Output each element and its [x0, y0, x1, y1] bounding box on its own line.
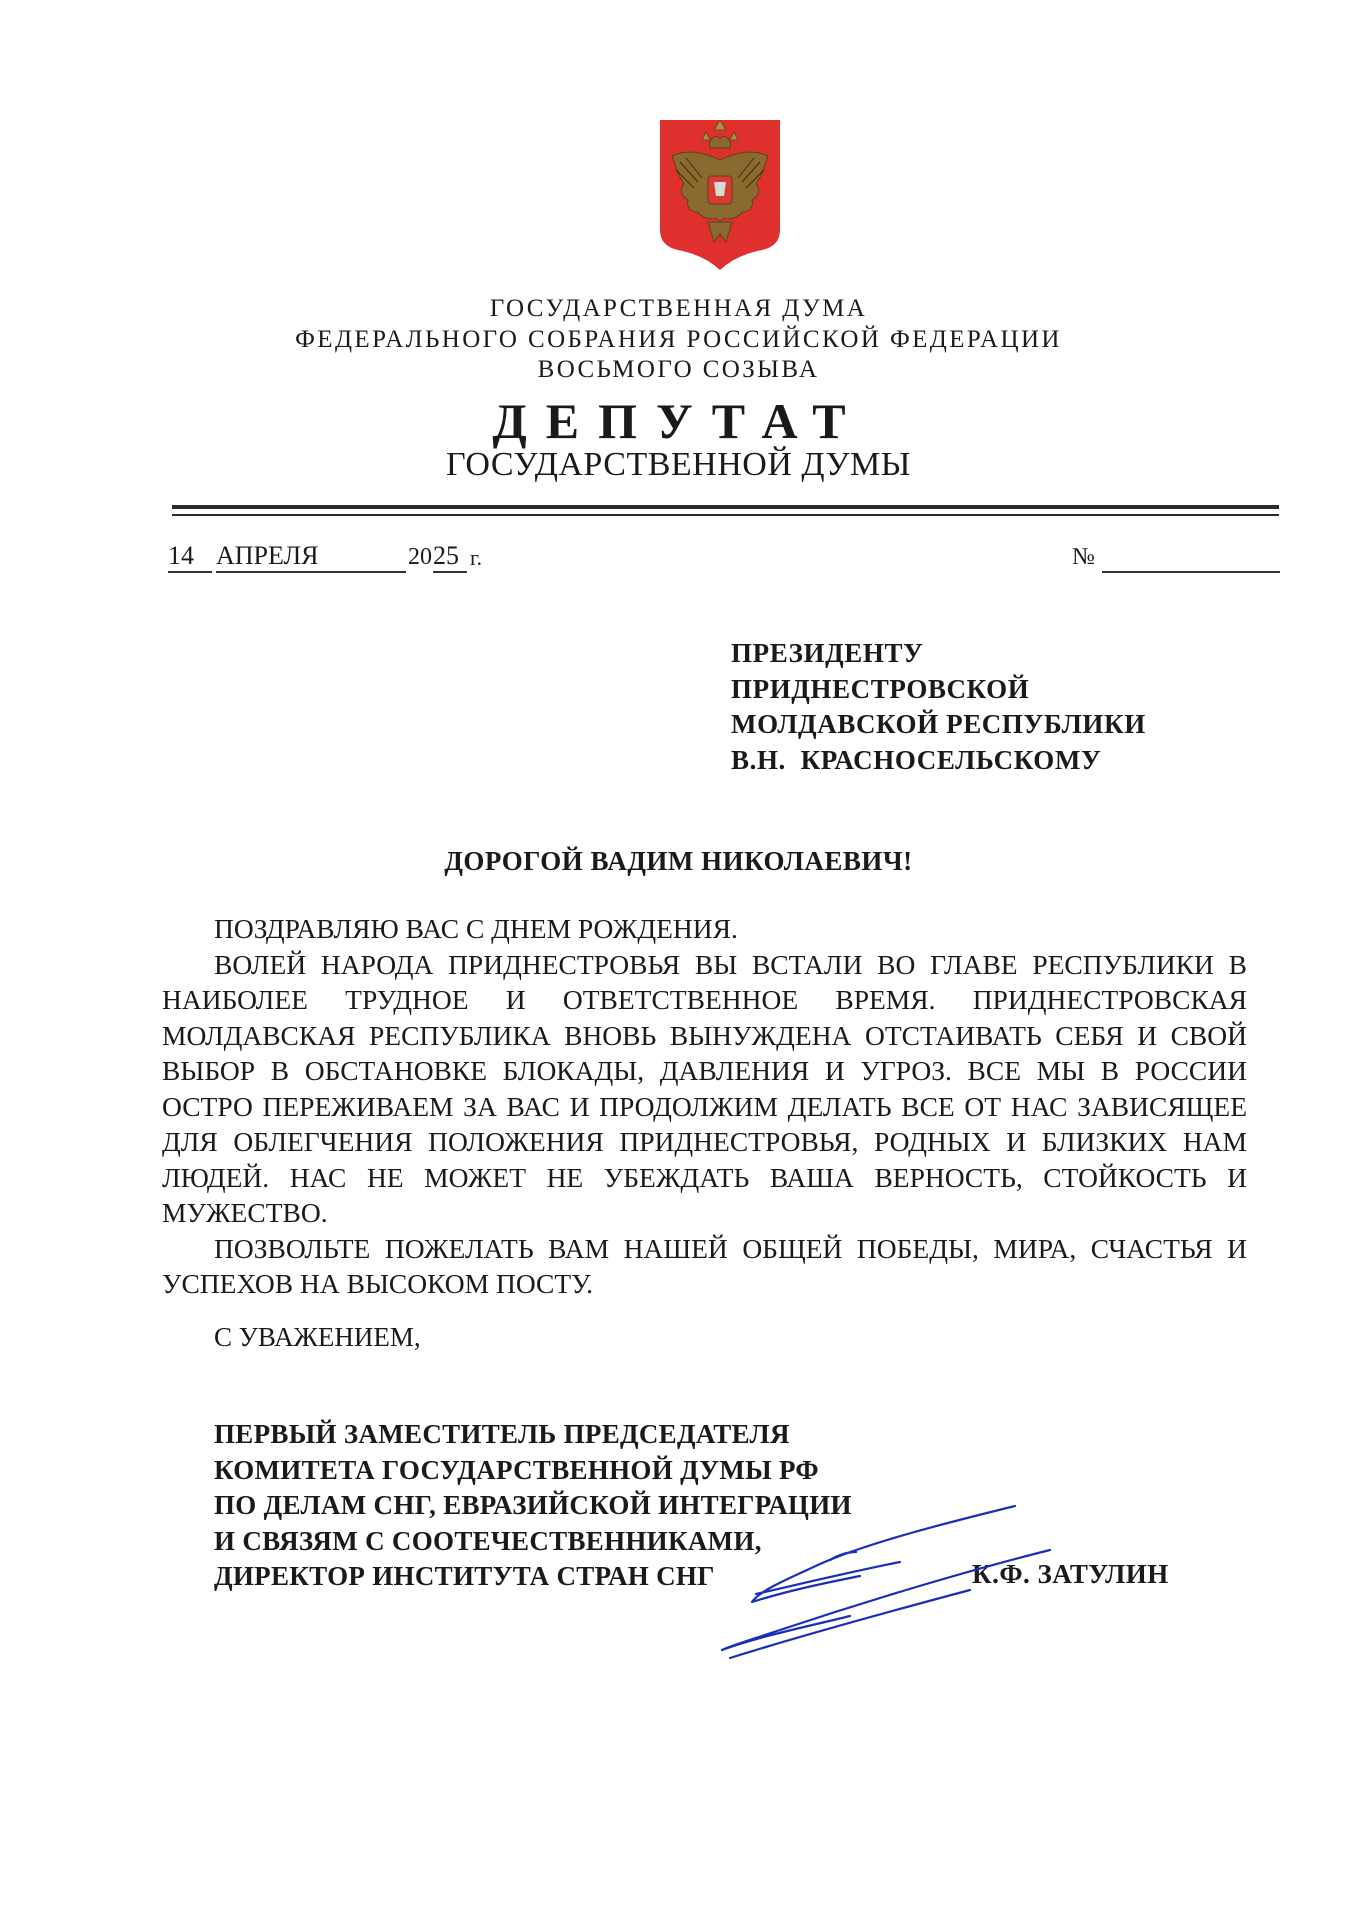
date-year-underline	[433, 571, 467, 573]
signatory-title-line: ДИРЕКТОР ИНСТИТУТА СТРАН СНГ	[214, 1561, 715, 1591]
greeting: ДОРОГОЙ ВАДИМ НИКОЛАЕВИЧ!	[444, 846, 913, 876]
addressee-block	[731, 636, 1146, 778]
header-line-federal-assembly: ФЕДЕРАЛЬНОГО СОБРАНИЯ РОССИЙСКОЙ ФЕДЕРАЦИИ	[295, 326, 1062, 353]
handwritten-signature	[670, 1490, 1060, 1670]
signatory-title-line: И СВЯЗЯМ С СООТЕЧЕСТВЕННИКАМИ,	[214, 1525, 762, 1556]
number-label: №	[1072, 544, 1095, 570]
body-paragraph: ВОЛЕЙ НАРОДА ПРИДНЕСТРОВЬЯ ВЫ ВСТАЛИ ВО ГЛАВЕ РЕСПУБЛИКИ В НАИБОЛЕЕ ТРУДНОЕ И ОТВЕТСТВЕННОЕ ВРЕМЯ. ПРИДНЕСТРОВСКАЯ МОЛДАВСКАЯ РЕСПУБЛИКА ВНОВЬ ВЫНУЖДЕНА ОТСТАИВАТЬ СЕБЯ И СВОЙ ВЫБОР В ОБСТАНОВКЕ БЛОКАДЫ, ДАВЛЕНИЯ И УГРОЗ. ВСЕ МЫ В РОССИИ ОСТРО ПЕРЕЖИВАЕМ ЗА ВАС И ПРОДОЛЖИМ ДЕЛАТЬ ВСЕ ОТ НАС ЗАВИСЯЩЕЕ ДЛЯ ОБЛЕГЧЕНИЯ ПОЛОЖЕНИЯ ПРИДНЕСТРОВЬЯ, РОДНЫХ И БЛИЗКИХ НАМ ЛЮДЕЙ. НАС НЕ МОЖЕТ НЕ УБЕЖДАТЬ ВАША ВЕРНОСТЬ, СТОЙКОСТЬ И МУЖЕСТВО.	[162, 948, 1247, 1228]
addressee-line: ПРЕЗИДЕНТУ	[731, 638, 924, 668]
addressee-line: В.Н. КРАСНОСЕЛЬСКОМУ	[731, 744, 1102, 775]
body-paragraph: ПОЗДРАВЛЯЮ ВАС С ДНЕМ РОЖДЕНИЯ.	[214, 913, 738, 944]
header-rule-thin	[172, 514, 1279, 516]
signatory-title-line: ПО ДЕЛАМ СНГ, ЕВРАЗИЙСКОЙ ИНТЕГРАЦИИ	[214, 1490, 852, 1520]
signatory-title-line: КОМИТЕТА ГОСУДАРСТВЕННОЙ ДУМЫ РФ	[214, 1454, 819, 1485]
date-month-underline	[216, 571, 406, 573]
signatory-name: К.Ф. ЗАТУЛИН	[972, 1559, 1169, 1589]
russian-coat-of-arms-icon	[658, 118, 782, 272]
number-underline	[1102, 571, 1280, 573]
date-day: 14	[168, 541, 194, 570]
header-title: ДЕПУТАТ	[492, 393, 865, 449]
addressee-line: МОЛДАВСКОЙ РЕСПУБЛИКИ	[731, 709, 1146, 739]
header-line-duma: ГОСУДАРСТВЕННАЯ ДУМА	[489, 295, 868, 322]
body-paragraph: ПОЗВОЛЬТЕ ПОЖЕЛАТЬ ВАМ НАШЕЙ ОБЩЕЙ ПОБЕДЫ, МИРА, СЧАСТЬЯ И УСПЕХОВ НА ВЫСОКОМ ПОСТУ.	[162, 1232, 1247, 1299]
header-subtitle: ГОСУДАРСТВЕННОЙ ДУМЫ	[446, 446, 911, 483]
header-rule-thick	[172, 505, 1279, 509]
letter-body	[162, 911, 1247, 1302]
date-month: АПРЕЛЯ	[216, 541, 319, 570]
date-year-mark: г.	[470, 545, 483, 570]
date-year-suffix: 25	[433, 541, 459, 570]
date-year-prefix: 20	[408, 544, 432, 570]
closing: С УВАЖЕНИЕМ,	[214, 1322, 421, 1352]
header-line-convocation: ВОСЬМОГО СОЗЫВА	[537, 356, 820, 383]
signatory-title-line: ПЕРВЫЙ ЗАМЕСТИТЕЛЬ ПРЕДСЕДАТЕЛЯ	[214, 1419, 790, 1449]
date-day-underline	[168, 571, 212, 573]
addressee-line: ПРИДНЕСТРОВСКОЙ	[731, 673, 1030, 704]
